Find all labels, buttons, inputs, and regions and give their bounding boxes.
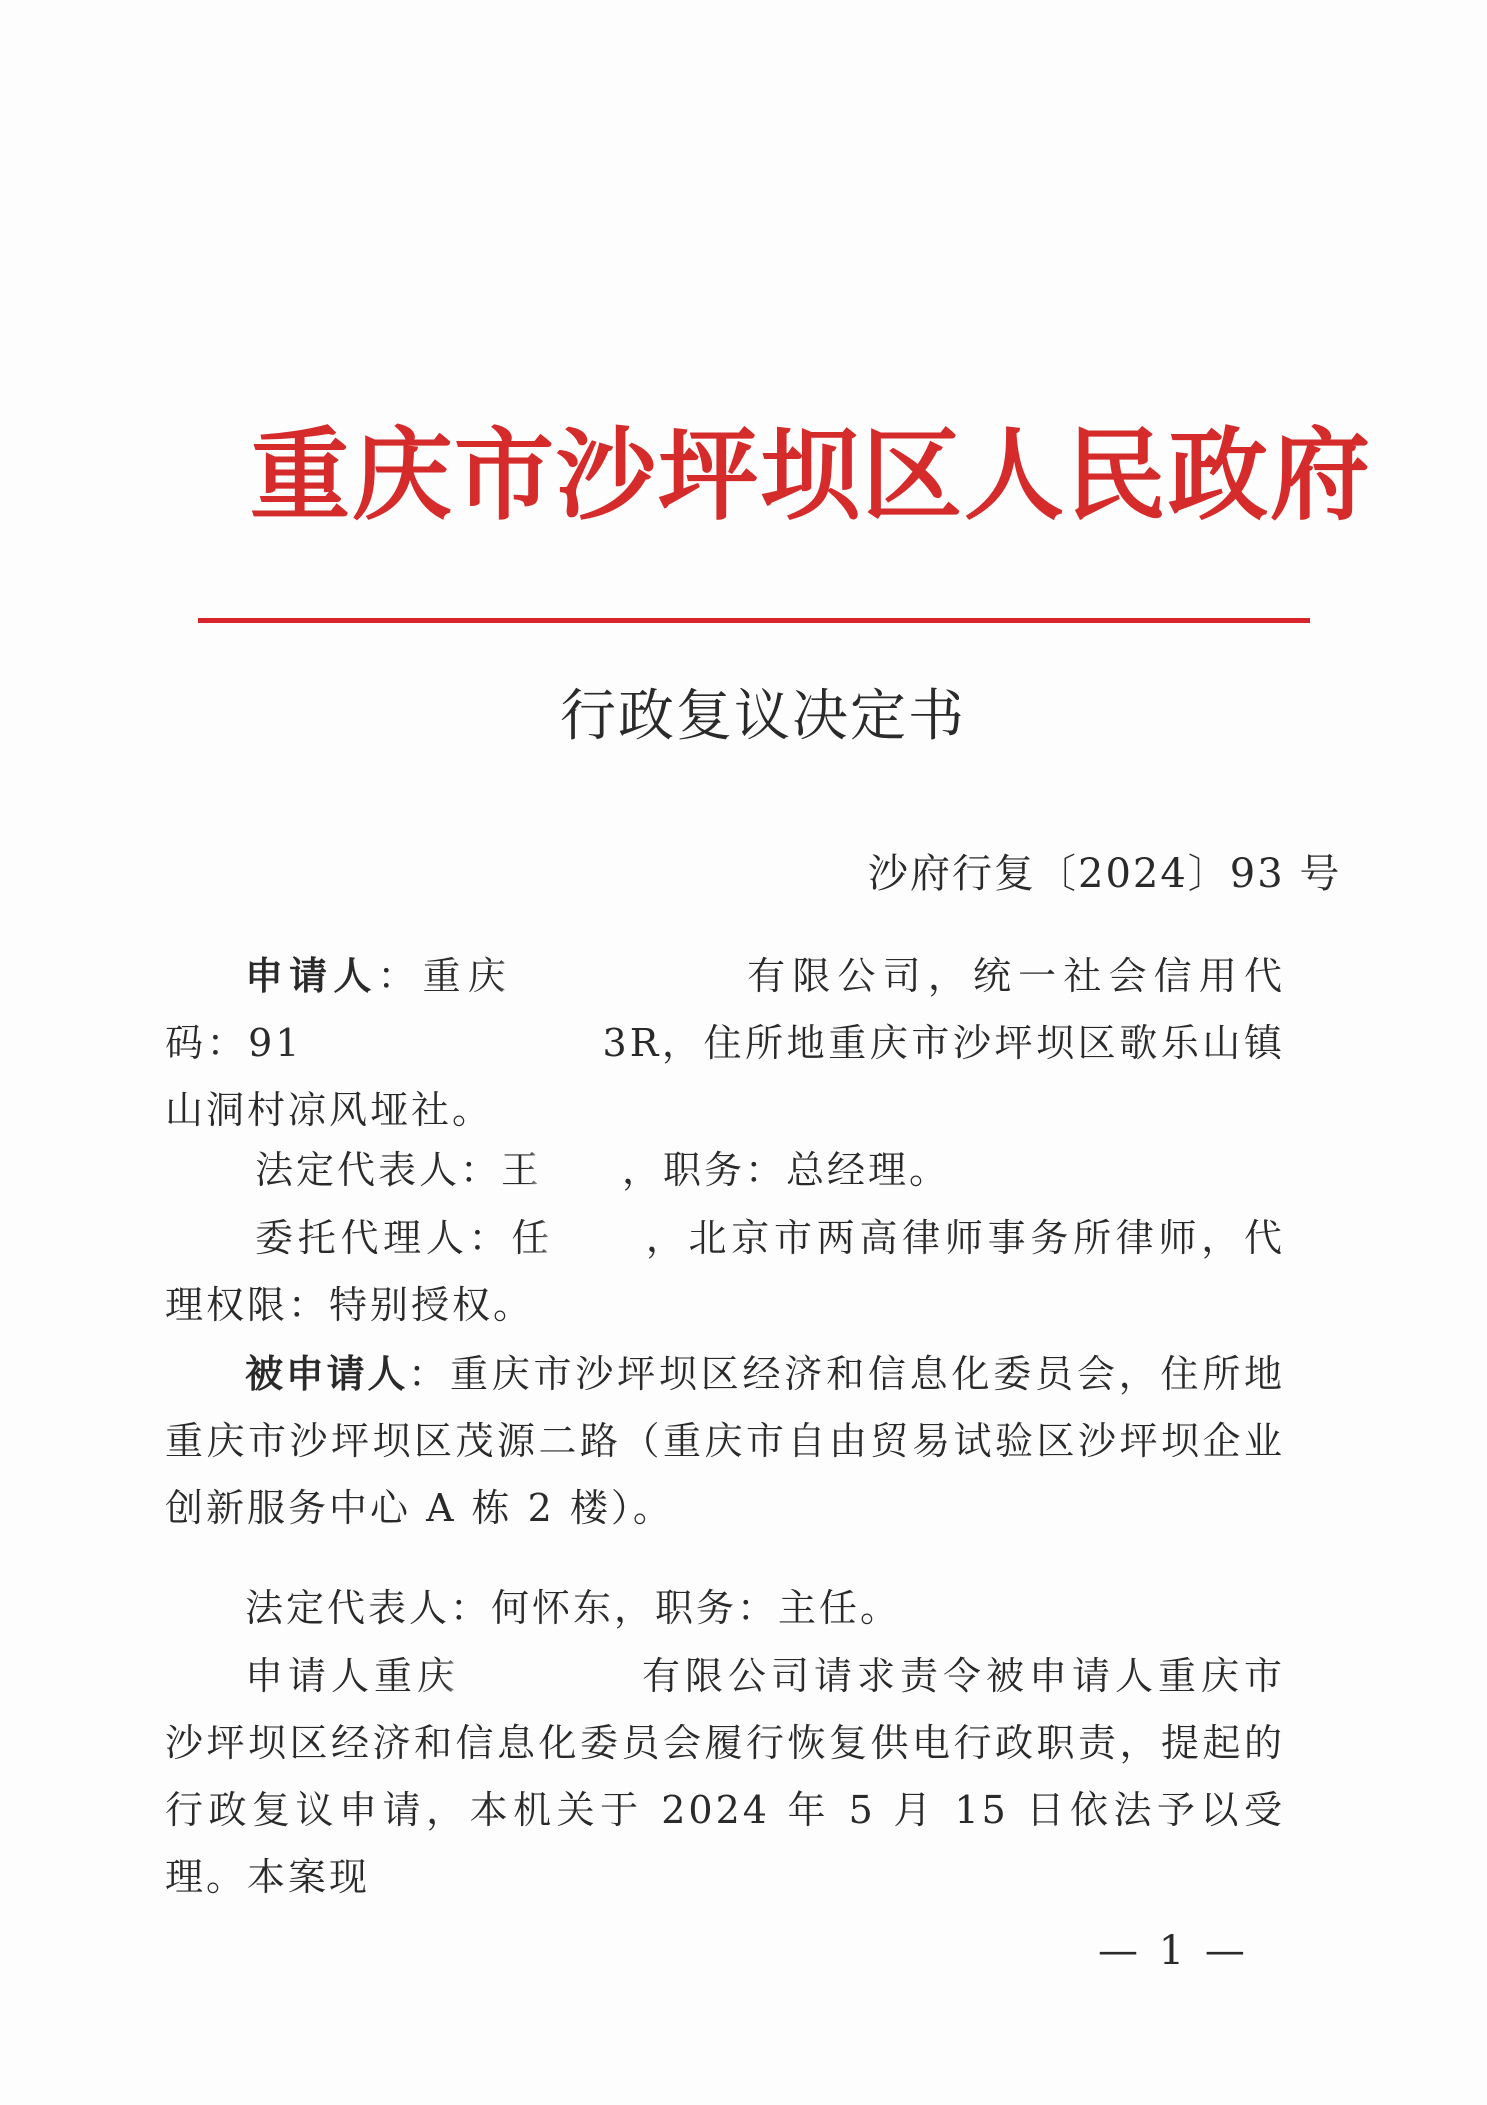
applicant-label: 申请人 bbox=[245, 953, 378, 998]
redaction bbox=[303, 1022, 603, 1064]
legal-rep-title: ，职务：总经理。 bbox=[622, 1148, 951, 1192]
respondent-detail: ：重庆市沙坪坝区经济和信息化委员会，住所地重庆市沙坪坝区茂源二路（重庆市自由贸易试验区沙坪坝企业创新服务中心 A 栋 2 楼）。 bbox=[165, 1352, 1285, 1530]
applicant-agent bbox=[165, 1205, 1285, 1339]
redaction bbox=[554, 1217, 644, 1259]
redaction bbox=[542, 1149, 622, 1191]
document-number: 沙府行复〔2024〕93 号 bbox=[868, 851, 1342, 897]
respondent-legal-rep: 法定代表人：何怀东，职务：主任。 bbox=[245, 1586, 902, 1630]
applicant-paragraph bbox=[165, 942, 1285, 1144]
credit-code-start: 91 bbox=[248, 1021, 303, 1065]
applicant-address: 3R，住所地重庆市沙坪坝区歌乐山镇山洞村凉风垭社。 bbox=[165, 1021, 1285, 1132]
intro-rest: 有限公司请求责令被申请人重庆市沙坪坝区经济和信息化委员会履行恢复供电行政职责，提起的行政复议申请，本机关于 2024 年 5 月 15 日依法予以受理。本案现 bbox=[165, 1654, 1285, 1899]
header-red-rule bbox=[198, 618, 1310, 623]
page-number: — 1 — bbox=[1098, 1928, 1249, 1974]
intro-start: 申请人重庆 bbox=[245, 1654, 460, 1698]
issuing-authority-header: 重庆市沙坪坝区人民政府 bbox=[250, 416, 1372, 534]
agent-label: 委托代理人：任 bbox=[255, 1216, 555, 1260]
applicant-name-start: ：重庆 bbox=[377, 954, 513, 998]
show-through-text bbox=[178, 352, 218, 392]
redaction bbox=[460, 1655, 640, 1697]
respondent-label: 被申请人 bbox=[245, 1351, 409, 1396]
case-intro-paragraph bbox=[165, 1643, 1285, 1911]
applicant-name-end: 有限公司，统一社会信用代码： bbox=[165, 954, 1285, 1065]
legal-rep-label: 法定代表人：王 bbox=[255, 1148, 543, 1192]
applicant-legal-rep bbox=[165, 1137, 1285, 1204]
redaction bbox=[513, 955, 743, 997]
agent-detail: ，北京市两高律师事务所律师，代理权限：特别授权。 bbox=[165, 1216, 1285, 1327]
respondent-paragraph bbox=[165, 1340, 1285, 1542]
document-title: 行政复议决定书 bbox=[560, 684, 966, 749]
